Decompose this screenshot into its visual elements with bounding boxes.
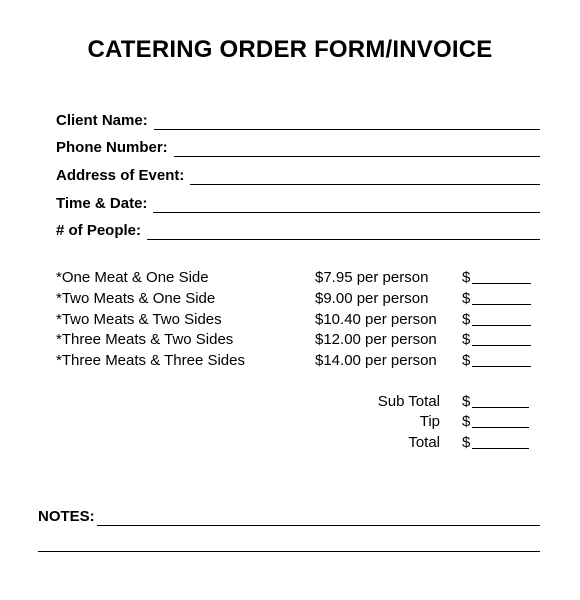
amount-blank[interactable]: [472, 304, 531, 305]
menu-item-name: *Two Meats & Two Sides: [56, 311, 222, 328]
notes-field[interactable]: [38, 506, 540, 526]
phone-number-field[interactable]: [56, 137, 540, 157]
total-label: Total: [408, 434, 440, 451]
menu-item-name: *Three Meats & Three Sides: [56, 352, 245, 369]
number-of-people-label: # of People:: [56, 222, 142, 239]
total-blank[interactable]: [472, 448, 529, 449]
phone-number-line[interactable]: [174, 142, 540, 157]
client-name-line[interactable]: [154, 115, 540, 130]
dollar-sign: $: [462, 352, 471, 369]
number-of-people-field[interactable]: [56, 220, 540, 240]
menu-item-row: [56, 330, 540, 350]
address-of-event-field[interactable]: [56, 165, 540, 185]
time-date-field[interactable]: [56, 193, 540, 213]
dollar-sign: $: [462, 434, 471, 451]
menu-item-name: *One Meat & One Side: [56, 269, 209, 286]
menu-item-price: $9.00 per person: [315, 290, 429, 307]
time-date-line[interactable]: [153, 198, 540, 213]
total-row: [56, 433, 540, 453]
dollar-sign: $: [462, 290, 471, 307]
menu-item-name: *Two Meats & One Side: [56, 290, 216, 307]
phone-number-label: Phone Number:: [56, 139, 168, 156]
amount-blank[interactable]: [472, 325, 531, 326]
tip-blank[interactable]: [472, 427, 529, 428]
dollar-sign: $: [462, 311, 471, 328]
notes-line[interactable]: [97, 511, 540, 526]
dollar-sign: $: [462, 413, 471, 430]
dollar-sign: $: [462, 393, 471, 410]
number-of-people-line[interactable]: [147, 225, 540, 240]
menu-item-price: $12.00 per person: [315, 331, 437, 348]
amount-blank[interactable]: [472, 283, 531, 284]
subtotal-blank[interactable]: [472, 407, 529, 408]
menu-item-row: [56, 351, 540, 371]
address-of-event-line[interactable]: [190, 170, 540, 185]
tip-row: [56, 412, 540, 432]
amount-blank[interactable]: [472, 345, 531, 346]
menu-item-row: [56, 268, 540, 288]
menu-item-name: *Three Meats & Two Sides: [56, 331, 234, 348]
form-title: CATERING ORDER FORM/INVOICE: [87, 36, 493, 63]
menu-item-row: [56, 310, 540, 330]
menu-item-price: $10.40 per person: [315, 311, 437, 328]
client-name-field[interactable]: [56, 110, 540, 130]
client-name-label: Client Name:: [56, 112, 148, 129]
time-date-label: Time & Date:: [56, 195, 148, 212]
amount-blank[interactable]: [472, 366, 531, 367]
notes-line-2[interactable]: [38, 551, 540, 552]
menu-item-price: $7.95 per person: [315, 269, 429, 286]
menu-item-price: $14.00 per person: [315, 352, 437, 369]
subtotal-label: Sub Total: [377, 393, 440, 410]
notes-label: NOTES:: [38, 508, 95, 525]
tip-label: Tip: [419, 413, 440, 430]
menu-item-row: [56, 289, 540, 309]
subtotal-row: [56, 392, 540, 412]
dollar-sign: $: [462, 269, 471, 286]
dollar-sign: $: [462, 331, 471, 348]
address-of-event-label: Address of Event:: [56, 167, 185, 184]
